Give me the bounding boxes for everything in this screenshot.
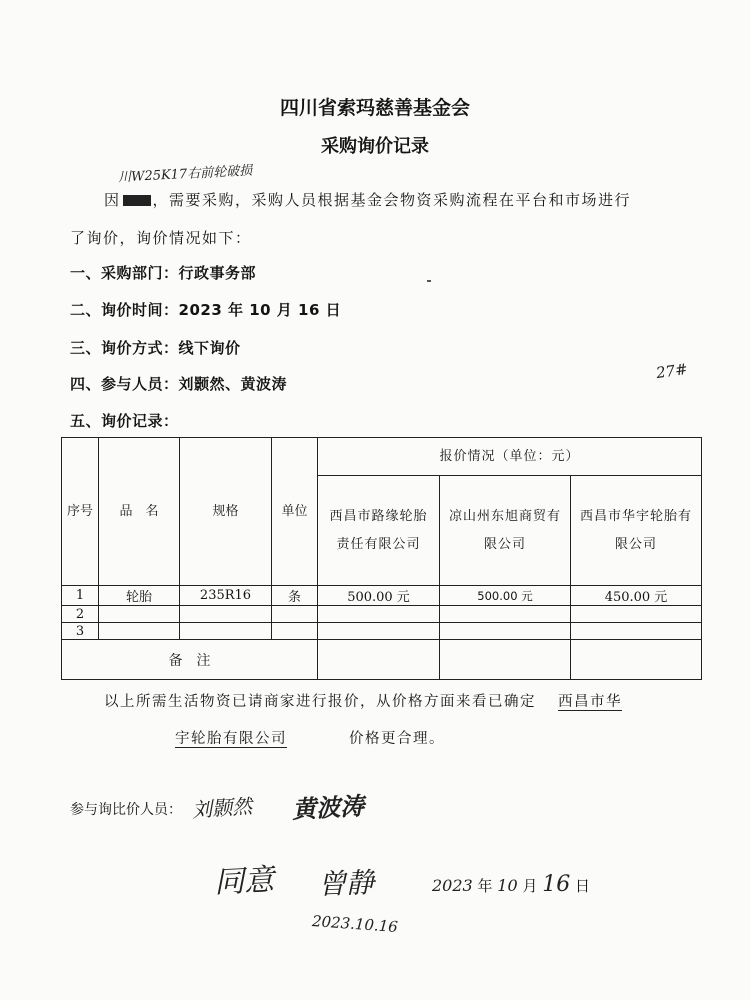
intro-line-2: 了询价，询价情况如下： (70, 229, 252, 247)
cell-spec (180, 623, 272, 640)
conclusion-text: 以上所需生活物资已请商家进行报价，从价格方面来看已确定 (104, 694, 536, 710)
conclusion-line-1 (104, 690, 622, 711)
cell-price-vendor-1 (318, 606, 440, 623)
selected-vendor-part-1: 西昌市华 (558, 694, 622, 710)
intro-rest: ，需要采购，采购人员根据基金会物资采购流程在平台和市场进行 (152, 191, 632, 209)
approval-date (432, 872, 590, 897)
header-name: 品 名 (99, 438, 180, 586)
approval-signature-1: 同意 (213, 862, 276, 901)
date-day-char: 日 (575, 877, 591, 895)
date-year: 2023 (432, 876, 473, 895)
date-year-char: 年 (477, 877, 493, 895)
cell-seq: 3 (62, 623, 99, 640)
page-title: 采购询价记录 (321, 136, 429, 157)
signature-1: 刘颢然 (191, 793, 253, 823)
cell-price-vendor-1 (318, 623, 440, 640)
table-row (62, 623, 702, 640)
conclusion-end: 价格更合理。 (349, 731, 445, 747)
item-label: 一、采购部门： (70, 264, 179, 282)
handwritten-reason: 川W25K17右前轮破损 (117, 163, 253, 186)
cell-spec: 235R16 (180, 586, 272, 606)
inquiry-table (61, 437, 702, 680)
item-records (70, 410, 179, 431)
conclusion-line-2 (175, 727, 445, 748)
remark-cell (440, 640, 571, 680)
signature-2: 黄波涛 (291, 791, 365, 824)
cell-price-vendor-2 (440, 606, 571, 623)
cell-unit (272, 623, 318, 640)
cell-spec (180, 606, 272, 623)
item-label: 五、询价记录： (70, 412, 179, 430)
header-vendor-2: 凉山州东旭商贸有限公司 (440, 476, 571, 586)
date-month: 10 (497, 876, 518, 895)
item-value: 行政事务部 (178, 264, 257, 282)
item-method (70, 337, 241, 358)
cell-seq: 1 (62, 586, 99, 606)
margin-note: 27# (654, 359, 689, 383)
intro-line-1 (104, 189, 631, 210)
cell-name (99, 623, 180, 640)
struck-out-text (123, 195, 151, 206)
date-month-char: 月 (522, 877, 538, 895)
header-vendor-3: 西昌市华宇轮胎有限公司 (571, 476, 702, 586)
handwritten-date: 2023.10.16 (311, 912, 399, 936)
cell-price-vendor-2 (440, 623, 571, 640)
remark-cell (571, 640, 702, 680)
remark-label: 备 注 (62, 640, 318, 680)
selected-vendor-part-2: 宇轮胎有限公司 (175, 731, 287, 747)
item-label: 二、询价时间： (70, 301, 179, 319)
approval-signature-2: 曾静 (317, 866, 375, 901)
cell-unit: 条 (272, 586, 318, 606)
cell-unit (272, 606, 318, 623)
header-seq: 序号 (62, 438, 99, 586)
item-value: 2023 年 10 月 16 日 (178, 301, 342, 319)
cell-price-vendor-3: 450.00 元 (571, 586, 702, 606)
cell-price-vendor-3 (571, 606, 702, 623)
cell-name: 轮胎 (99, 586, 180, 606)
item-date (70, 299, 341, 320)
header-quote-group: 报价情况（单位：元） (318, 438, 702, 476)
date-day: 16 (542, 872, 571, 897)
item-label: 三、询价方式： (70, 339, 179, 357)
remark-cell (318, 640, 440, 680)
table-row (62, 586, 702, 606)
header-unit: 单位 (272, 438, 318, 586)
cell-seq: 2 (62, 606, 99, 623)
header-vendor-1: 西昌市路缘轮胎责任有限公司 (318, 476, 440, 586)
item-value: 线下询价 (178, 339, 241, 357)
table-row (62, 606, 702, 623)
cell-price-vendor-3 (571, 623, 702, 640)
item-department (70, 262, 256, 283)
org-title: 四川省索玛慈善基金会 (279, 97, 470, 119)
cell-price-vendor-1: 500.00 元 (318, 586, 440, 606)
intro-prefix: 因 (104, 191, 121, 209)
cell-price-vendor-2: 500.00 元 (440, 586, 571, 606)
participants-label: 参与询比价人员： (70, 802, 182, 818)
cell-name (99, 606, 180, 623)
ink-mark (427, 280, 431, 282)
item-participants (70, 373, 287, 394)
header-spec: 规格 (180, 438, 272, 586)
table-header-row (62, 438, 702, 476)
table-remark-row (62, 640, 702, 680)
item-label: 四、参与人员： (70, 375, 179, 393)
item-value: 刘颢然、黄波涛 (178, 375, 288, 393)
